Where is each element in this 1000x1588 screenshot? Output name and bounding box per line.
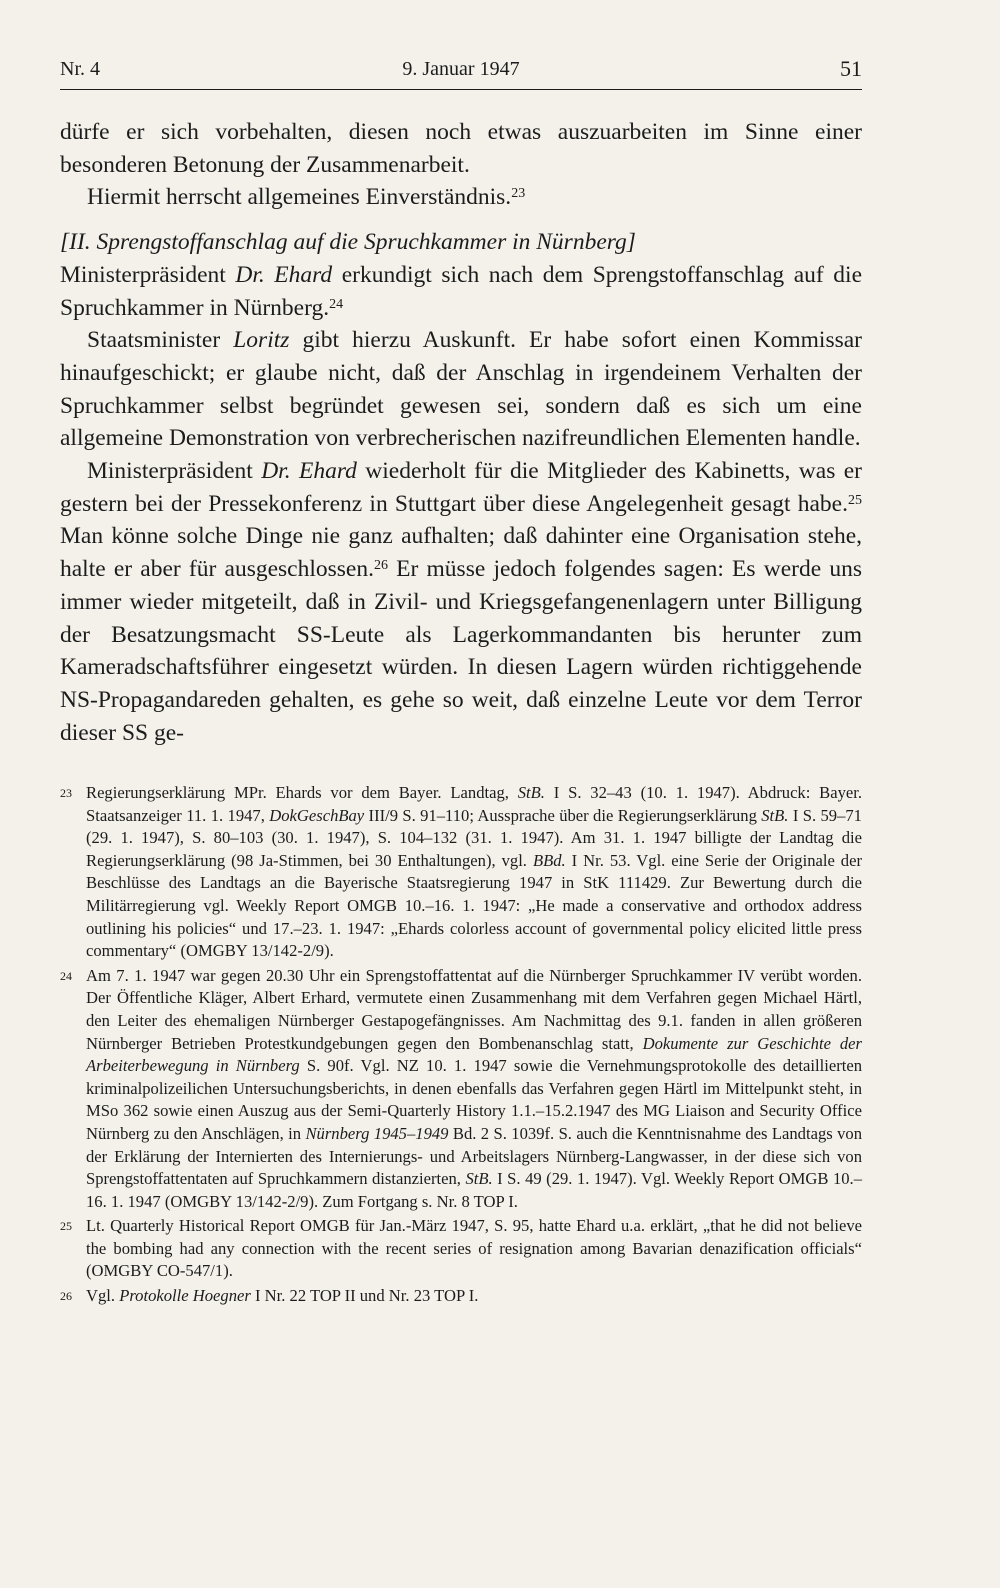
footnote-number: 24 [60, 968, 72, 983]
footnotes [60, 782, 862, 1310]
footnote-25: 25 Lt. Quarterly Historical Report OMGB für Jan.-März 1947, S. 95, hatte Ehard u.a. erklärt, „that he did not believe the bombing had any connection with the recent series of resignation among Bavarian denazification officials“ (OMGBY CO-547/1). [60, 1216, 862, 1281]
document-date: 9. Januar 1947 [402, 58, 520, 80]
paragraph: dürfe er sich vorbehalten, diesen noch etwas auszuarbeiten im Sinne einer besonderen Betonung der Zusammenarbeit. [60, 119, 862, 178]
page-number: 51 [840, 56, 862, 81]
paragraph: Staatsminister Loritz gibt hierzu Auskunft. Er habe sofort einen Kommissar hinaufgeschickt; er glaube nicht, daß der Anschlag in irgendeinem Verhalten der Spruchkammer selbst begründet gewesen sei, sondern daß es sich um eine allgemeine Demonstration von verbrecherischen nazifreundlichen Elementen handle. [60, 327, 862, 452]
paragraph: Ministerpräsident Dr. Ehard erkundigt sich nach dem Sprengstoffanschlag auf die Spruchkammer in Nürnberg.$^{24}$ [60, 261, 862, 321]
person-name: Loritz [233, 327, 290, 354]
person-name: Dr. Ehard [261, 458, 357, 485]
paragraph: Ministerpräsident Dr. Ehard wiederholt für die Mitglieder des Kabinetts, was er gestern bei der Pressekonferenz in Stuttgart über diese Angelegenheit gesagt habe.$^{25}$ Man könne solche Dinge nie ganz aufhalten; daß dahinter eine Organisation stehe, halte er aber für ausgeschlossen.$^{26}$ Er müsse jedoch folgendes sagen: Es werde uns immer wieder mitgeteilt, daß in Zivil- und Kriegsgefangenenlagern unter Billigung der Besatzungsmacht SS-Leute als Lagerkommandanten bis herunter zum Kameradschaftsführer eingesetzt würden. In diesen Lagern würden richtiggehende NS-Propagandareden gehalten, es gehe so weit, daß einzelne Leute vor dem Terror dieser SS ge- [60, 458, 863, 746]
footnote-26: 26 Vgl. Protokolle Hoegner I Nr. 22 TOP II und Nr. 23 TOP I. [60, 1285, 862, 1308]
person-name: Dr. Ehard [235, 261, 333, 288]
footnote-number: 26 [60, 1289, 72, 1304]
paragraph: Hiermit herrscht allgemeines Einverständnis.$^{23}$ [87, 184, 526, 211]
footnote-number: 23 [60, 786, 72, 800]
footnote-ref: 23 [511, 186, 526, 202]
document-number: Nr. 4 [60, 58, 100, 80]
footnote-24: 24 Am 7. 1. 1947 war gegen 20.30 Uhr ein Sprengstoffattentat auf die Nürnberger Spruchkammer IV verübt worden. Der Öffentliche Kläger, Albert Erhard, vermutete einen Zusammenhang mit dem Verfahren gegen Michael Härtl, den Leiter des ehemaligen Nürnberger Gestapogefängnisses. Am Nachmittag des 9.1. fanden in allen größeren Nürnberger Betrieben Protestkundgebungen gegen den Bombenanschlag statt, Dokumente zur Geschichte der Arbeiterbewegung in Nürnberg S. 90f. Vgl. NZ 10. 1. 1947 sowie die Vernehmungsprotokolle des detaillierten kriminalpolizeilichen Untersuchungsberichts, in denen ebenfalls das Verfahren gegen Härtl im Mittelpunkt steht, in MSo 362 sowie einen Auszug aus der Semi-Quarterly History 1.1.–15.2.1947 des MG Liaison and Security Office Nürnberg zu den Anschlägen, in Nürnberg 1945–1949 Bd. 2 S. 1039f. S. auch die Kenntnisnahme des Landtags von der Erklärung der Internierten des Internierungs- und Arbeitslagers Nürnberg-Langwasser, in der diese sich von Sprengstoffattentaten auf Spruchkammern distanzierten, StB. I S. 49 (29. 1. 1947). Vgl. Weekly Report OMGB 10.–16. 1. 1947 (OMGBY 13/142-2/9). Zum Fortgang s. Nr. 8 TOP I. [60, 965, 863, 1211]
footnote-ref: 25 [848, 492, 862, 508]
section-heading: [II. Sprengstoffanschlag auf die Spruchkammer in Nürnberg] [60, 229, 636, 256]
footnote-23: 23 Regierungserklärung MPr. Ehards vor dem Bayer. Landtag, StB. I S. 32–43 (10. 1. 1947). Abdruck: Bayer. Staatsanzeiger 11. 1. 1947, DokGeschBay III/9 S. 91–110; Aussprache über die Regierungserklärung StB. I S. 59–71 (29. 1. 1947), S. 80–103 (30. 1. 1947), S. 104–132 (31. 1. 1947). Am 31. 1. 1947 billigte der Landtag die Regierungserklärung (98 Ja-Stimmen, bei 30 Enthaltungen), vgl. BBd. I Nr. 53. Vgl. eine Serie der Originale der Beschlüsse des Landtags an die Bayerische Staatsregierung 1947 in StK 111429. Zur Bewertung durch die Militärregierung vgl. Weekly Report OMGB 10.–16. 1. 1947: „He made a conservative and orthodox address outlining his policies“ und 17.–23. 1. 1947: „Ehards colorless account of governmental policy elicited little press commentary“ (OMGBY 13/142-2/9). [60, 783, 863, 961]
footnote-ref: 24 [329, 296, 344, 312]
footnote-ref: 26 [373, 558, 388, 574]
footnote-number: 25 [60, 1219, 72, 1234]
header-rule [60, 89, 862, 90]
main-text [60, 116, 862, 749]
running-header [60, 58, 862, 86]
